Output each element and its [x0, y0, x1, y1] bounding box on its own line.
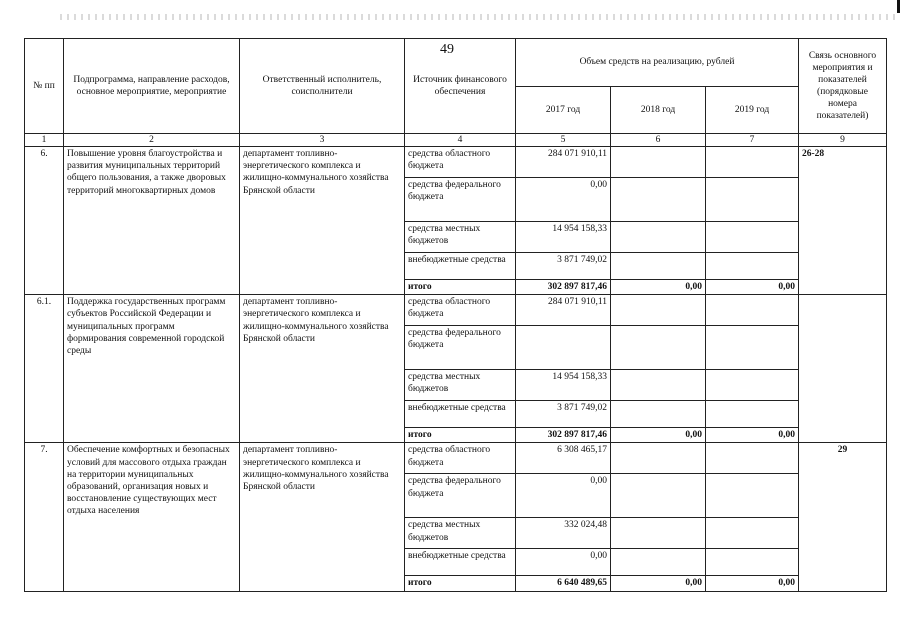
total-2018: 0,00	[611, 280, 706, 295]
source-cell: средства федерального бюджета	[405, 474, 516, 518]
value-2017: 332 024,48	[516, 518, 611, 549]
col-number: 1	[25, 134, 64, 147]
value-2019	[706, 370, 799, 401]
indicator-link: 26-28	[799, 147, 887, 295]
col-number: 3	[240, 134, 405, 147]
value-2019	[706, 295, 799, 326]
row-number: 7.	[25, 443, 64, 591]
source-total: итого	[405, 280, 516, 295]
source-total: итого	[405, 428, 516, 443]
total-2017: 6 640 489,65	[516, 576, 611, 591]
value-2019	[706, 518, 799, 549]
col-number: 4	[405, 134, 516, 147]
source-cell: внебюджетные средства	[405, 549, 516, 576]
value-2019	[706, 222, 799, 253]
source-cell: средства федерального бюджета	[405, 178, 516, 222]
header-2019: 2019 год	[706, 87, 799, 134]
value-2018	[611, 370, 706, 401]
header-link: Связь основного мероприятия и показателей (порядковые номера показателей)	[799, 39, 887, 134]
value-2018	[611, 518, 706, 549]
header-no: № пп	[25, 39, 64, 134]
measure-title: Обеспечение комфортных и безопасных условий для массового отдыха граждан на территории муниципальных образований, организация новых и восстановление существующих мест отдыха населения	[64, 443, 240, 591]
indicator-link	[799, 295, 887, 443]
budget-table	[24, 38, 887, 592]
total-2019: 0,00	[706, 428, 799, 443]
value-2018	[611, 443, 706, 474]
value-2017: 3 871 749,02	[516, 401, 611, 428]
value-2019	[706, 474, 799, 518]
executor-cell: департамент топливно-энергетического комплекса и жилищно-коммунального хозяйства Брянской области	[240, 147, 405, 295]
source-cell: средства областного бюджета	[405, 295, 516, 326]
col-number: 6	[611, 134, 706, 147]
source-cell: внебюджетные средства	[405, 401, 516, 428]
value-2017: 6 308 465,17	[516, 443, 611, 474]
value-2019	[706, 178, 799, 222]
indicator-link: 29	[799, 443, 887, 591]
scan-artifact	[60, 14, 900, 20]
value-2017: 14 954 158,33	[516, 222, 611, 253]
value-2019	[706, 443, 799, 474]
header-subprogram: Подпрограмма, направление расходов, основное мероприятие, мероприятие	[64, 39, 240, 134]
value-2017: 0,00	[516, 474, 611, 518]
total-2018: 0,00	[611, 428, 706, 443]
value-2017: 284 071 910,11	[516, 147, 611, 178]
value-2017: 284 071 910,11	[516, 295, 611, 326]
col-number: 9	[799, 134, 887, 147]
value-2018	[611, 474, 706, 518]
source-cell: средства областного бюджета	[405, 147, 516, 178]
value-2018	[611, 549, 706, 576]
header-sources: Источник финансового обеспечения	[405, 39, 516, 134]
source-cell: средства федерального бюджета	[405, 326, 516, 370]
row-number: 6.	[25, 147, 64, 295]
value-2018	[611, 178, 706, 222]
value-2017: 0,00	[516, 178, 611, 222]
value-2017	[516, 326, 611, 370]
value-2019	[706, 401, 799, 428]
total-2017: 302 897 817,46	[516, 280, 611, 295]
measure-title: Поддержка государственных программ субъектов Российской Федерации и муниципальных программ формирования современной городской среды	[64, 295, 240, 443]
header-2018: 2018 год	[611, 87, 706, 134]
source-cell: средства местных бюджетов	[405, 370, 516, 401]
source-cell: средства областного бюджета	[405, 443, 516, 474]
total-2019: 0,00	[706, 576, 799, 591]
source-cell: внебюджетные средства	[405, 253, 516, 280]
value-2017: 14 954 158,33	[516, 370, 611, 401]
row-number: 6.1.	[25, 295, 64, 443]
source-total: итого	[405, 576, 516, 591]
header-volume: Объем средств на реализацию, рублей	[516, 39, 799, 87]
value-2018	[611, 253, 706, 280]
value-2018	[611, 401, 706, 428]
source-cell: средства местных бюджетов	[405, 222, 516, 253]
total-2019: 0,00	[706, 280, 799, 295]
value-2017: 3 871 749,02	[516, 253, 611, 280]
executor-cell: департамент топливно-энергетического комплекса и жилищно-коммунального хозяйства Брянской области	[240, 295, 405, 443]
scan-edge-mark	[897, 0, 900, 13]
value-2019	[706, 326, 799, 370]
value-2018	[611, 222, 706, 253]
header-executor: Ответственный исполнитель, соисполнители	[240, 39, 405, 134]
value-2018	[611, 326, 706, 370]
header-2017: 2017 год	[516, 87, 611, 134]
page-number: 49	[440, 42, 454, 57]
value-2019	[706, 253, 799, 280]
value-2018	[611, 295, 706, 326]
measure-title: Повышение уровня благоустройства и развития муниципальных территорий общего пользования, а также дворовых территорий многоквартирных домов	[64, 147, 240, 295]
total-2018: 0,00	[611, 576, 706, 591]
source-cell: средства местных бюджетов	[405, 518, 516, 549]
value-2018	[611, 147, 706, 178]
col-number: 2	[64, 134, 240, 147]
value-2019	[706, 549, 799, 576]
col-number: 7	[706, 134, 799, 147]
col-number: 5	[516, 134, 611, 147]
executor-cell: департамент топливно-энергетического комплекса и жилищно-коммунального хозяйства Брянской области	[240, 443, 405, 591]
value-2017: 0,00	[516, 549, 611, 576]
value-2019	[706, 147, 799, 178]
total-2017: 302 897 817,46	[516, 428, 611, 443]
